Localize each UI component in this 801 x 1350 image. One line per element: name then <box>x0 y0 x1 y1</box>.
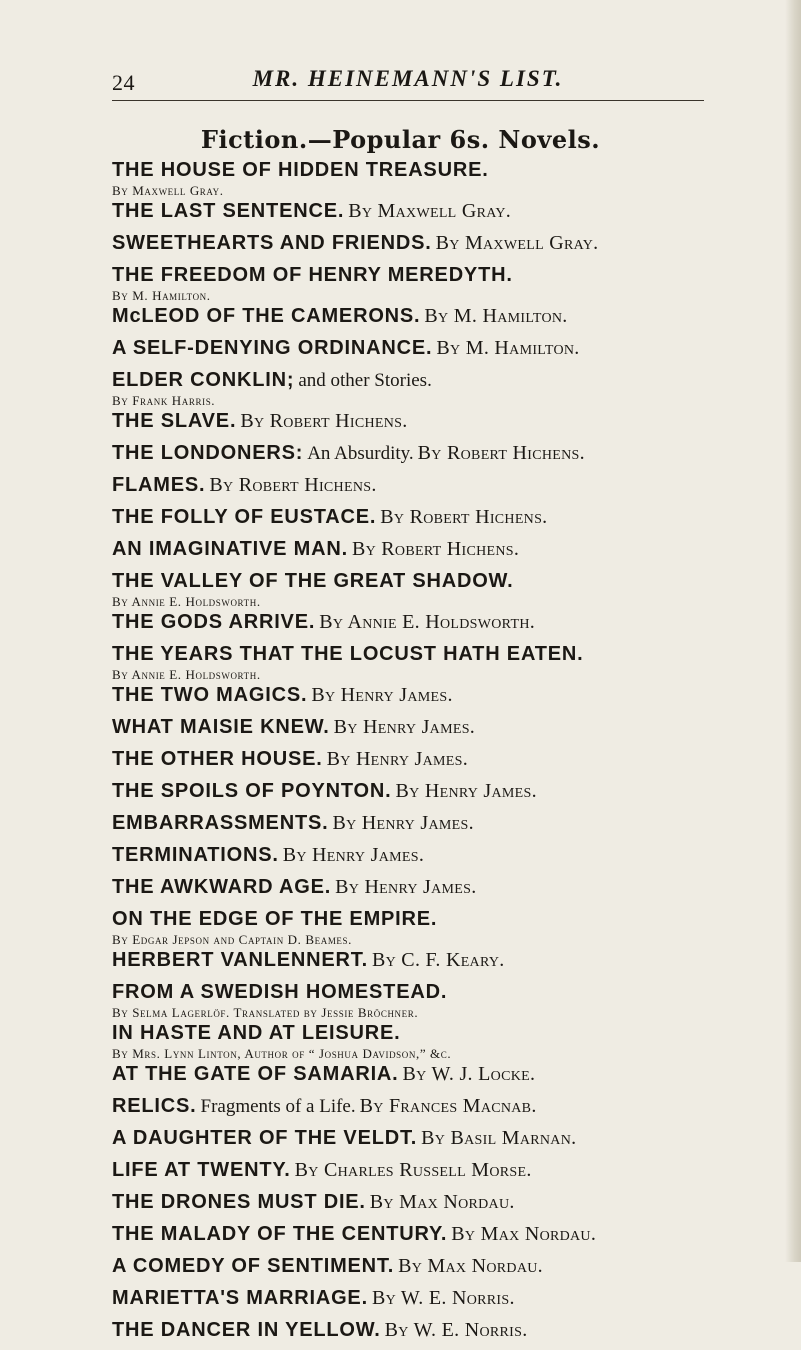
book-title: THE OTHER HOUSE. <box>112 748 323 770</box>
book-entry <box>112 1094 712 1120</box>
book-entry <box>112 843 712 869</box>
book-entry <box>112 473 712 499</box>
book-byline: By Maxwell Gray. <box>435 232 599 254</box>
book-byline: By Henry James. <box>311 684 453 706</box>
book-byline: By Max Nordau. <box>369 1191 515 1213</box>
book-title: THE GODS ARRIVE. <box>112 611 316 633</box>
book-entry <box>112 980 712 1019</box>
book-entry <box>112 811 712 837</box>
book-entry <box>112 199 712 225</box>
book-title: THE FREEDOM OF HENRY MEREDYTH. <box>112 264 513 286</box>
book-entry <box>112 715 712 741</box>
book-title: THE YEARS THAT THE LOCUST HATH EATEN. <box>112 643 584 665</box>
book-entry <box>112 875 712 901</box>
book-title: THE LAST SENTENCE. <box>112 200 345 222</box>
book-title: AT THE GATE OF SAMARIA. <box>112 1063 399 1085</box>
book-entry <box>112 779 712 805</box>
book-entry <box>112 1062 712 1088</box>
book-entry <box>112 610 712 636</box>
book-byline: By Henry James. <box>326 748 469 770</box>
book-title: THE HOUSE OF HIDDEN TREASURE. <box>112 159 489 181</box>
book-title: SWEETHEARTS AND FRIENDS. <box>112 232 432 254</box>
book-entry <box>112 505 712 531</box>
book-byline: By Frances Macnab. <box>359 1095 537 1117</box>
book-byline: By Maxwell Gray. <box>348 200 512 222</box>
book-title: RELICS. <box>112 1095 197 1117</box>
book-title: THE DANCER IN YELLOW. <box>112 1319 381 1341</box>
book-title: THE AWKWARD AGE. <box>112 876 332 898</box>
book-title: McLEOD OF THE CAMERONS. <box>112 305 421 327</box>
book-byline: By Robert Hichens. <box>380 506 548 528</box>
book-byline: By Max Nordau. <box>451 1223 597 1245</box>
book-byline: By C. F. Keary. <box>371 949 505 971</box>
book-title: THE VALLEY OF THE GREAT SHADOW. <box>112 570 514 592</box>
book-byline: By M. Hamilton. <box>112 288 211 303</box>
book-list <box>112 158 712 1350</box>
book-entry <box>112 1318 712 1344</box>
book-entry <box>112 1222 712 1248</box>
book-byline: By Robert Hichens. <box>351 538 520 560</box>
book-byline: By Annie E. Holdsworth. <box>112 594 261 609</box>
page-header <box>112 62 704 95</box>
book-title: FROM A SWEDISH HOMESTEAD. <box>112 981 448 1003</box>
book-byline: By Henry James. <box>333 716 476 738</box>
book-entry <box>112 409 712 435</box>
book-title: FLAMES. <box>112 474 206 496</box>
book-byline: By Henry James. <box>282 844 425 866</box>
book-title: EMBARRASSMENTS. <box>112 812 329 834</box>
book-entry <box>112 1286 712 1312</box>
book-title: WHAT MAISIE KNEW. <box>112 716 330 738</box>
book-title: THE LONDONERS: <box>112 442 304 464</box>
book-title: MARIETTA'S MARRIAGE. <box>112 1287 368 1309</box>
book-entry <box>112 441 712 467</box>
section-title: Fiction.—Popular 6s. Novels. <box>200 125 601 154</box>
book-title: HERBERT VANLENNERT. <box>112 949 368 971</box>
book-title: THE MALADY OF THE CENTURY. <box>112 1223 448 1245</box>
book-entry <box>112 231 712 257</box>
running-head: MR. HEINEMANN'S LIST. <box>252 66 564 91</box>
book-entry <box>112 642 712 681</box>
book-title: THE SPOILS OF POYNTON. <box>112 780 392 802</box>
book-byline: By Robert Hichens. <box>209 474 377 496</box>
book-title: LIFE AT TWENTY. <box>112 1159 291 1181</box>
book-byline: By W. E. Norris. <box>371 1287 515 1309</box>
book-byline: By Annie E. Holdsworth. <box>112 667 261 682</box>
book-title: ON THE EDGE OF THE EMPIRE. <box>112 908 438 930</box>
book-entry <box>112 1021 712 1060</box>
book-title: IN HASTE AND AT LEISURE. <box>112 1022 401 1044</box>
book-entry <box>112 683 712 709</box>
book-entry <box>112 1190 712 1216</box>
book-subtitle: An Absurdity. <box>307 443 414 464</box>
book-byline: By Robert Hichens. <box>240 410 408 432</box>
book-title: AN IMAGINATIVE MAN. <box>112 538 348 560</box>
book-byline: By M. Hamilton. <box>436 337 580 359</box>
book-byline: By Henry James. <box>332 812 474 834</box>
book-title: THE SLAVE. <box>112 410 237 432</box>
book-byline: By W. J. Locke. <box>402 1063 536 1085</box>
book-title: THE DRONES MUST DIE. <box>112 1191 366 1213</box>
book-entry <box>112 263 712 302</box>
book-subtitle: and other Stories. <box>298 370 432 391</box>
book-entry <box>112 1254 712 1280</box>
book-byline: By Charles Russell Morse. <box>294 1159 532 1181</box>
book-entry <box>112 948 712 974</box>
book-byline: By Edgar Jepson and Captain D. Beames. <box>112 932 352 947</box>
book-entry <box>112 907 712 946</box>
book-byline: By Frank Harris. <box>112 393 216 408</box>
book-subtitle: Fragments of a Life. <box>200 1096 356 1117</box>
book-byline: By Robert Hichens. <box>417 442 585 464</box>
book-byline: By Maxwell Gray. <box>112 183 224 198</box>
book-entry <box>112 336 712 362</box>
book-entry <box>112 569 712 608</box>
book-byline: By Annie E. Holdsworth. <box>319 611 536 633</box>
page-number: 24 <box>112 70 135 95</box>
book-byline: By Mrs. Lynn Linton, Author of “ Joshua Davidson,” &c. <box>112 1046 452 1061</box>
book-entry <box>112 304 712 330</box>
book-byline: By Max Nordau. <box>398 1255 543 1277</box>
book-title: THE TWO MAGICS. <box>112 684 308 706</box>
book-title: ELDER CONKLIN; <box>112 369 295 391</box>
book-entry <box>112 158 712 197</box>
book-entry <box>112 1158 712 1184</box>
page-edge-shadow <box>785 0 801 1262</box>
book-entry <box>112 368 712 407</box>
book-byline: By Henry James. <box>395 780 537 802</box>
book-byline: By Basil Marnan. <box>421 1127 577 1149</box>
book-title: THE FOLLY OF EUSTACE. <box>112 506 377 528</box>
book-entry <box>112 747 712 773</box>
book-byline: By M. Hamilton. <box>424 305 568 327</box>
book-byline: By Henry James. <box>335 876 477 898</box>
book-byline: By W. E. Norris. <box>384 1319 528 1341</box>
book-byline: By Selma Lagerlöf. Translated by Jessie Bröchner. <box>112 1005 419 1020</box>
header-rule <box>112 100 704 101</box>
book-title: TERMINATIONS. <box>112 844 279 866</box>
book-entry <box>112 1126 712 1152</box>
book-entry <box>112 537 712 563</box>
book-title: A DAUGHTER OF THE VELDT. <box>112 1127 418 1149</box>
book-title: A SELF-DENYING ORDINANCE. <box>112 337 433 359</box>
book-title: A COMEDY OF SENTIMENT. <box>112 1255 395 1277</box>
